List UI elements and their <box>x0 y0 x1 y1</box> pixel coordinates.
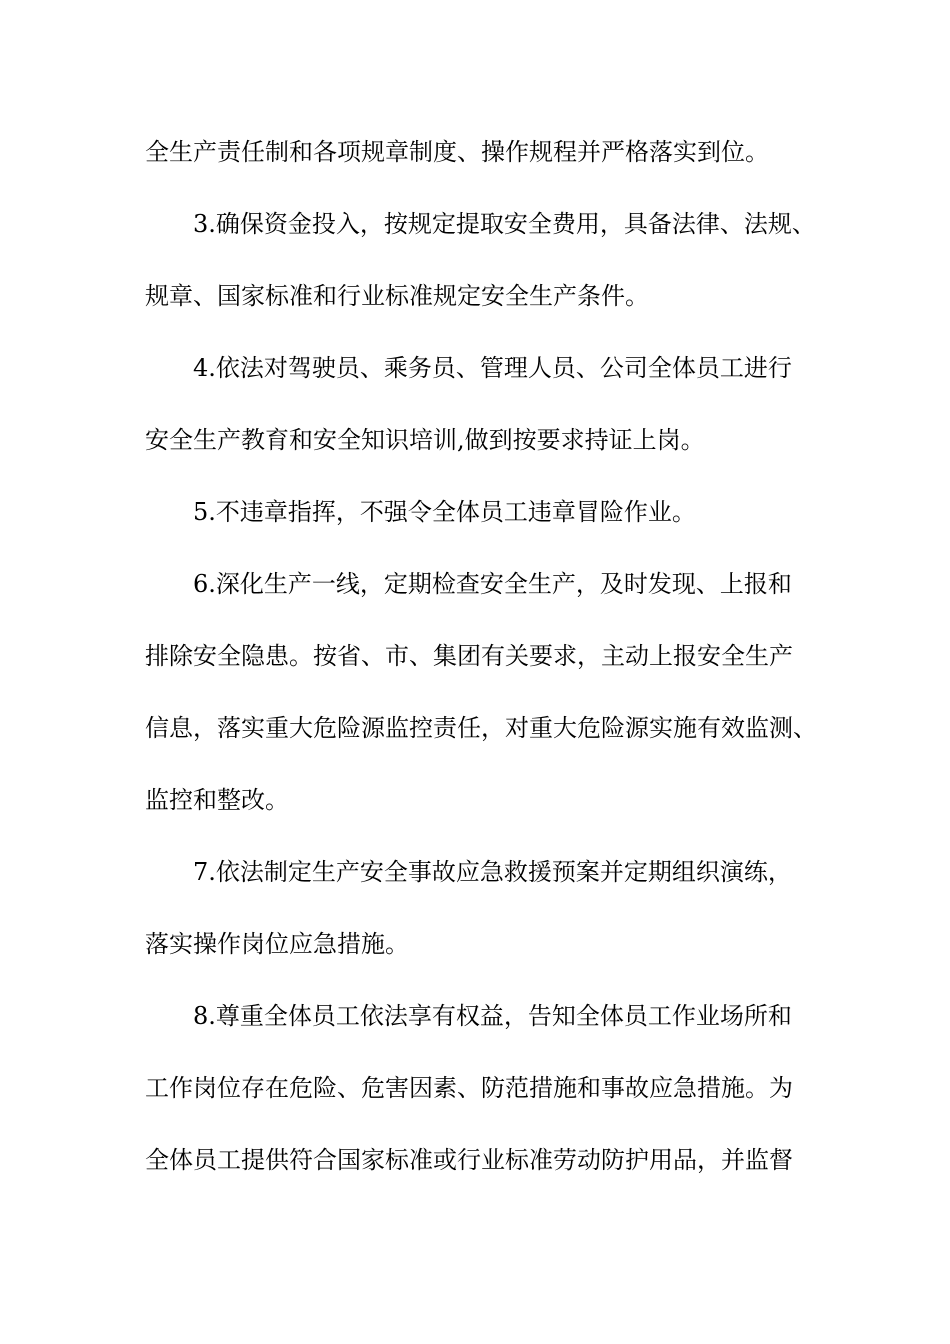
text-line: 3.确保资金投入，按规定提取安全费用，具备法律、法规、 <box>193 210 816 238</box>
text-line: 5.不违章指挥，不强令全体员工违章冒险作业。 <box>193 498 696 526</box>
document-body <box>145 128 815 1208</box>
text-line: 7.依法制定生产安全事故应急救援预案并定期组织演练， <box>193 858 792 886</box>
text-line: 规章、国家标准和行业标准规定安全生产条件。 <box>145 282 649 310</box>
text-line: 排除安全隐患。按省、市、集团有关要求，主动上报安全生产 <box>145 642 793 670</box>
text-line: 8.尊重全体员工依法享有权益，告知全体员工作业场所和 <box>193 1002 792 1030</box>
text-line: 信息，落实重大危险源监控责任，对重大危险源实施有效监测、 <box>145 714 817 742</box>
text-line: 工作岗位存在危险、危害因素、防范措施和事故应急措施。为 <box>145 1074 793 1102</box>
text-line: 6.深化生产一线，定期检查安全生产，及时发现、上报和 <box>193 570 792 598</box>
text-line: 全生产责任制和各项规章制度、操作规程并严格落实到位。 <box>145 138 769 166</box>
text-line: 安全生产教育和安全知识培训,做到按要求持证上岗。 <box>145 426 705 454</box>
text-line: 落实操作岗位应急措施。 <box>145 930 409 958</box>
text-line: 监控和整改。 <box>145 786 289 814</box>
text-line: 全体员工提供符合国家标准或行业标准劳动防护用品，并监督 <box>145 1146 793 1174</box>
text-line: 4.依法对驾驶员、乘务员、管理人员、公司全体员工进行 <box>193 354 792 382</box>
